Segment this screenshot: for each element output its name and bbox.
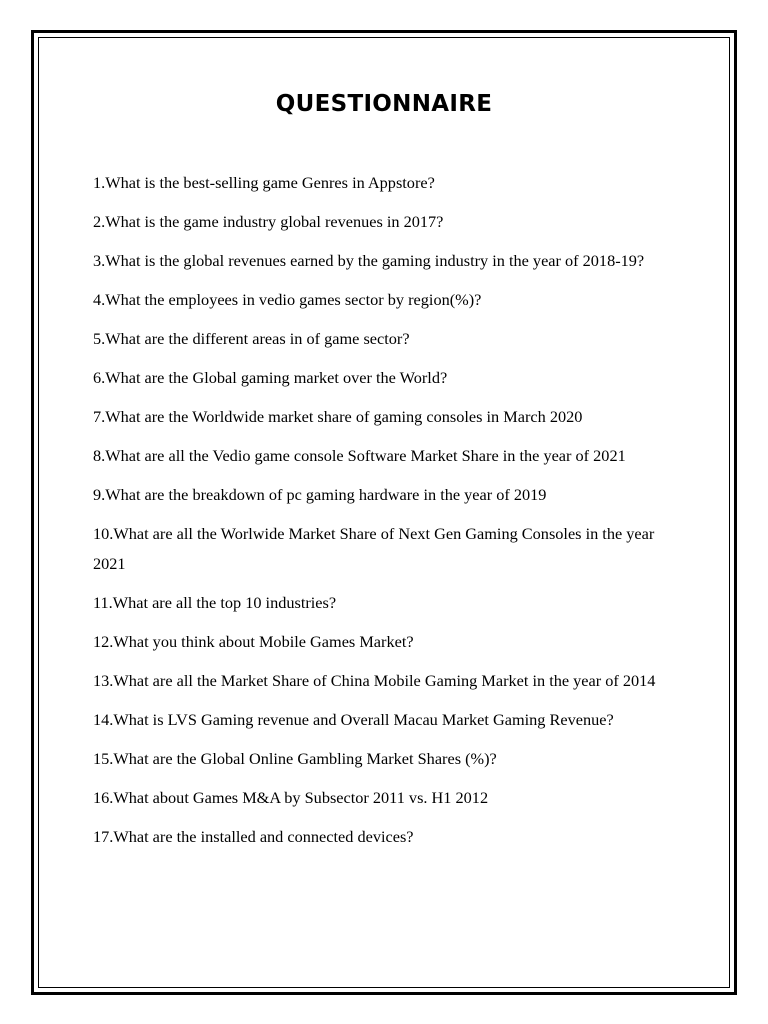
question-item: 14.What is LVS Gaming revenue and Overall Macau Market Gaming Revenue? <box>93 710 614 729</box>
question-item: 15.What are the Global Online Gambling Market Shares (%)? <box>93 749 497 768</box>
question-item: 1.What is the best-selling game Genres in Appstore? <box>93 173 435 192</box>
question-item: 8.What are all the Vedio game console Software Market Share in the year of 2021 <box>93 446 626 465</box>
question-item: 10.What are all the Worlwide Market Share of Next Gen Gaming Consoles in the year 2021 <box>93 524 655 573</box>
question-item: 12.What you think about Mobile Games Market? <box>93 632 414 651</box>
question-item: 17.What are the installed and connected devices? <box>93 827 414 846</box>
question-list <box>93 168 683 861</box>
question-item: 11.What are all the top 10 industries? <box>93 593 337 612</box>
page-title: QUESTIONNAIRE <box>275 91 493 117</box>
question-item: 16.What about Games M&A by Subsector 2011 vs. H1 2012 <box>93 788 489 807</box>
question-item: 3.What is the global revenues earned by the gaming industry in the year of 2018-19? <box>93 251 645 270</box>
question-item: 6.What are the Global gaming market over the World? <box>93 368 448 387</box>
question-item: 13.What are all the Market Share of China Mobile Gaming Market in the year of 2014 <box>93 671 656 690</box>
question-item: 2.What is the game industry global revenues in 2017? <box>93 212 444 231</box>
question-item: 7.What are the Worldwide market share of gaming consoles in March 2020 <box>93 407 583 426</box>
question-item: 4.What the employees in vedio games sector by region(%)? <box>93 290 482 309</box>
question-item: 9.What are the breakdown of pc gaming hardware in the year of 2019 <box>93 485 547 504</box>
question-item: 5.What are the different areas in of game sector? <box>93 329 410 348</box>
